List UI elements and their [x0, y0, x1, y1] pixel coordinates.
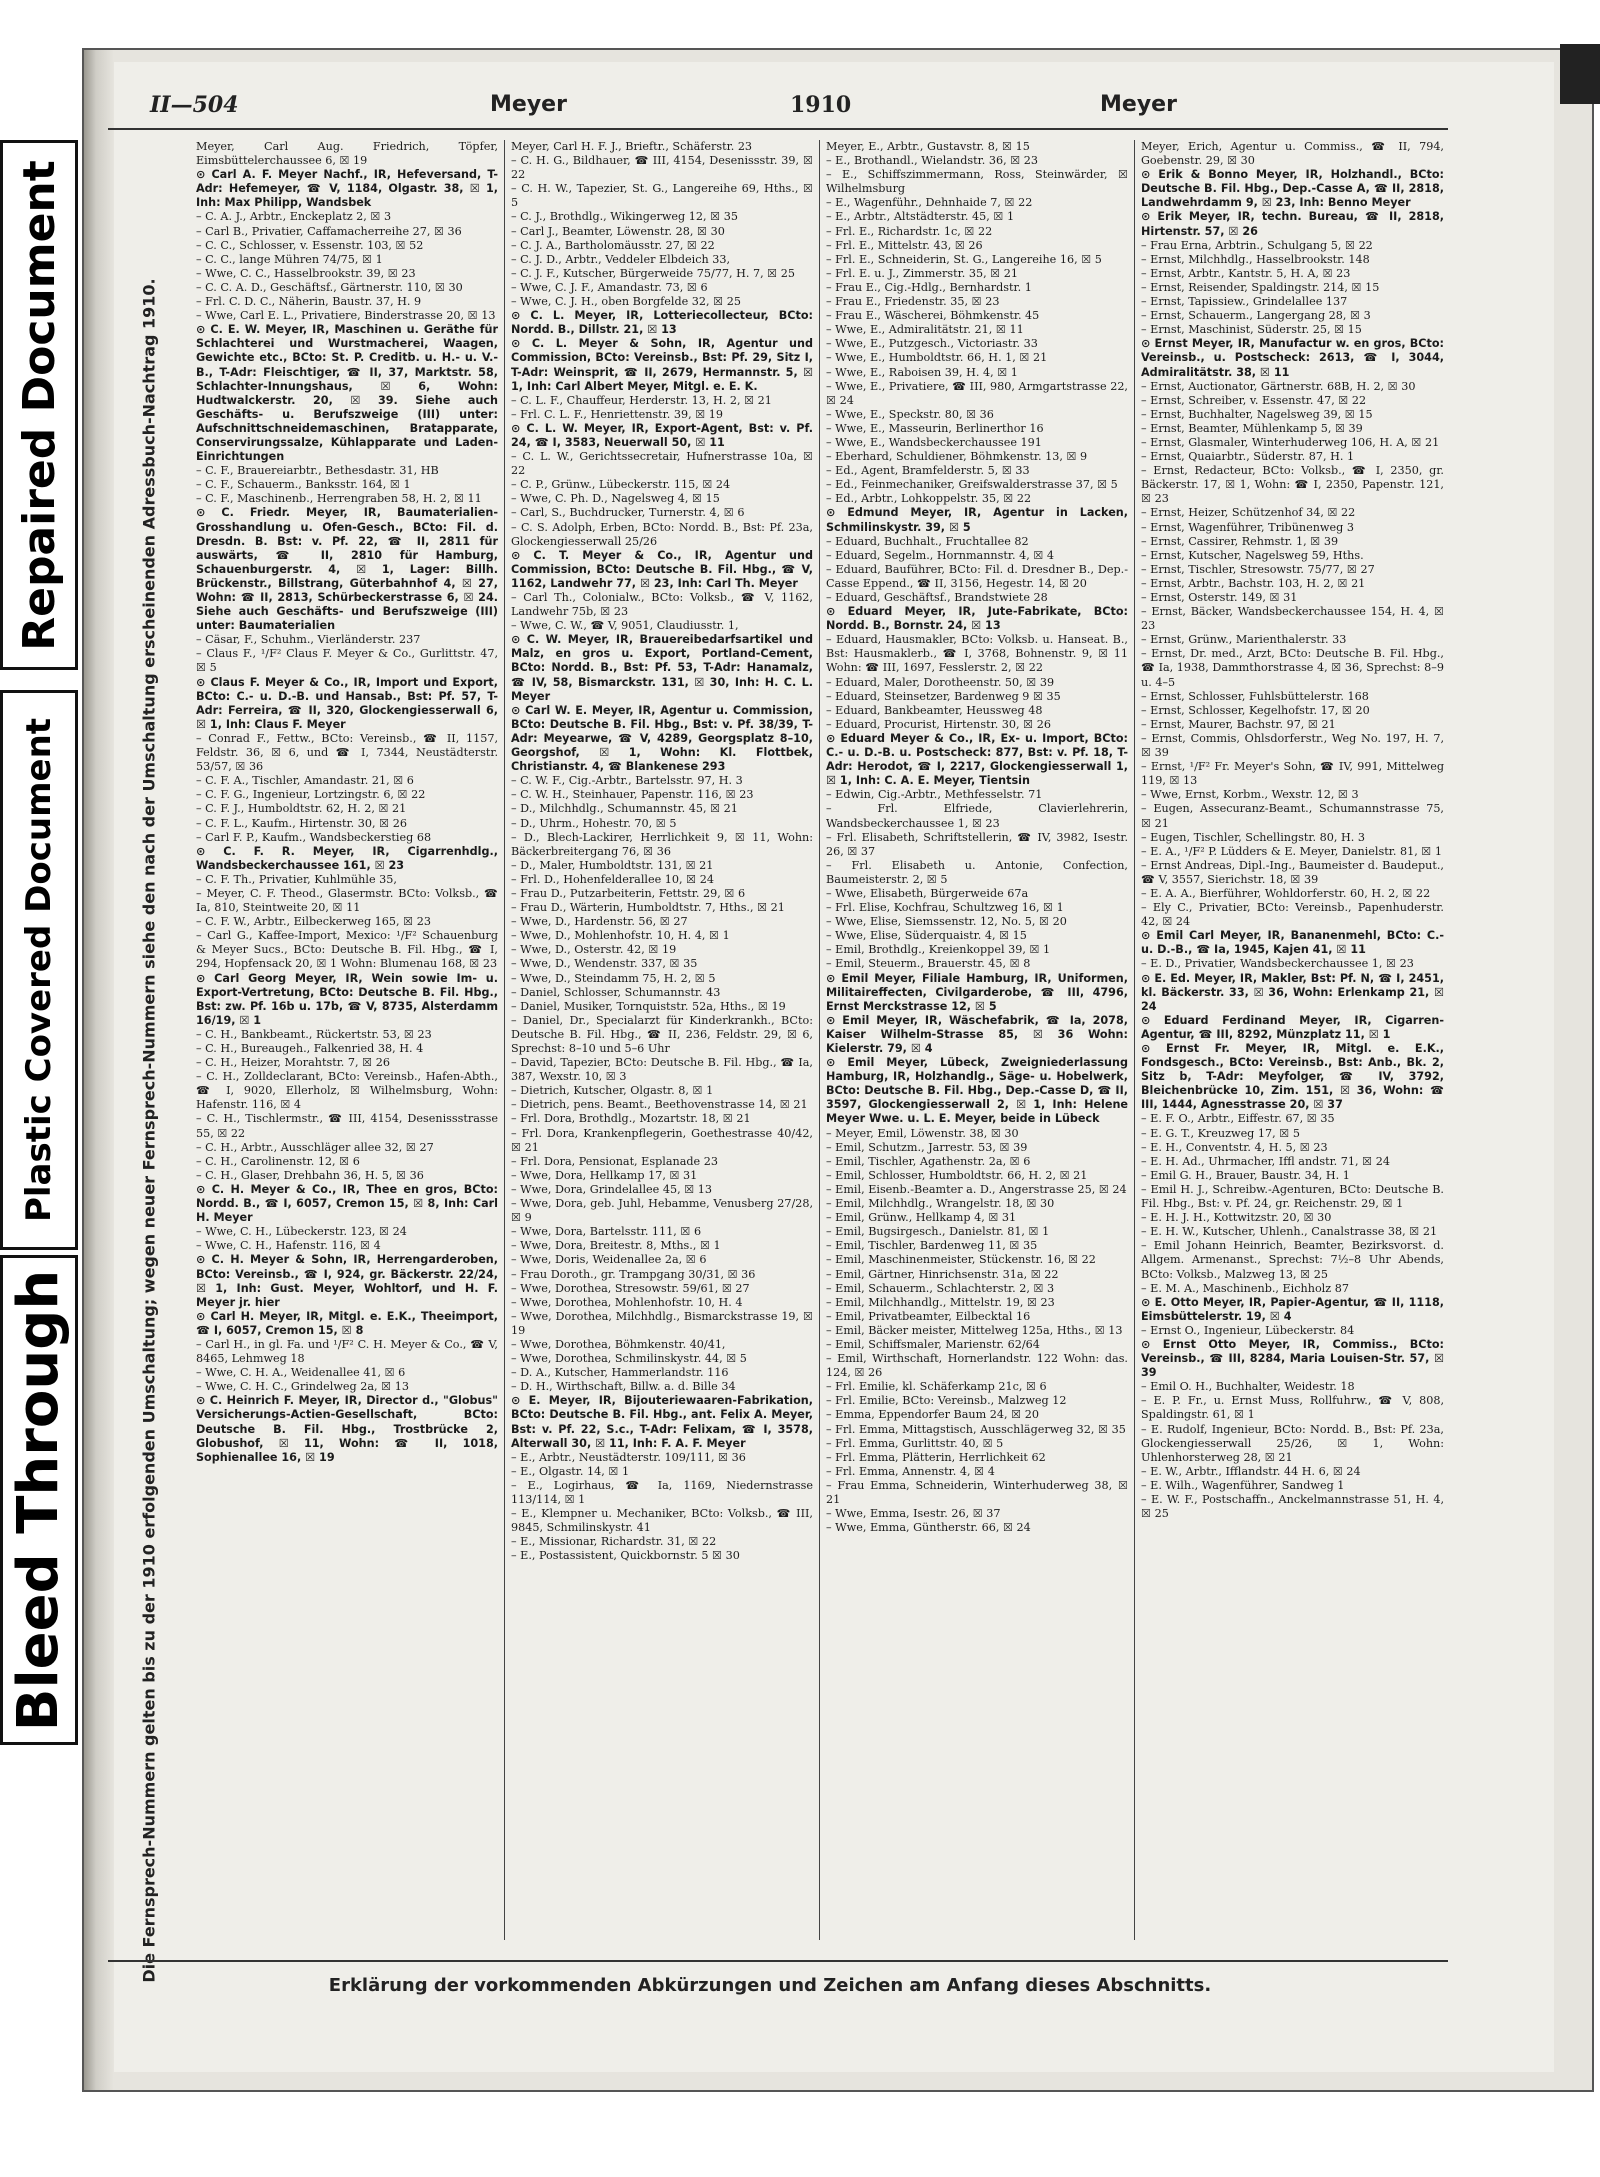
directory-entry: – Wwe, D., Wendenstr. 337, ☒ 35: [511, 957, 698, 971]
directory-entry: – Emil H. J., Schreibw.-Agenturen, BCto: Deutsche B. Fil. Hbg., Bst: v. Pf. 24, gr. Reichenstr. 29, ☒ 1: [1141, 1182, 1444, 1211]
directory-entry: – E. H., Conventstr. 4, H. 5, ☒ 23: [1141, 1140, 1328, 1154]
column-4: [1135, 140, 1450, 1940]
directory-entry: – Wwe, Dorothea, Schmilinskystr. 44, ☒ 5: [511, 1352, 747, 1366]
directory-entry: – Frl. C. L. F., Henriettenstr. 39, ☒ 19: [511, 407, 724, 421]
directory-entry: – C. F. W., Arbtr., Eilbeckerweg 165, ☒ 23: [196, 915, 431, 929]
footer-rule: [108, 1960, 1448, 1962]
directory-entry: – E., Arbtr., Neustädterstr. 109/111, ☒ 36: [511, 1450, 746, 1464]
directory-entry: ⊙ E. Otto Meyer, IR, Papier-Agentur, ☎ II, 1118, Eimsbüttelerstr. 19, ☒ 4: [1141, 1295, 1444, 1323]
directory-entry: – E., Wagenführ., Dehnhaide 7, ☒ 22: [826, 196, 1033, 210]
directory-entry: ⊙ Eduard Ferdinand Meyer, IR, Cigarren-Agentur, ☎ III, 8292, Münzplatz 11, ☒ 1: [1141, 1013, 1444, 1041]
directory-entry: – Frl. Emma, Gurlittstr. 40, ☒ 5: [826, 1436, 1004, 1450]
directory-entry: – E., Brothandl., Wielandstr. 36, ☒ 23: [826, 154, 1039, 168]
directory-entry: – E., Postassistent, Quickbornstr. 5 ☒ 30: [511, 1549, 740, 1563]
directory-entry: – Wwe, C. H. A., Weidenallee 41, ☒ 6: [196, 1366, 406, 1380]
directory-entry: – D., Milchhdlg., Schumannstr. 45, ☒ 21: [511, 802, 738, 816]
bleed-through-text: Bleed Through: [6, 1269, 72, 1731]
directory-entry: – Frl. Elisabeth u. Antonie, Confection, Baumeisterstr. 2, ☒ 5: [826, 858, 1128, 886]
directory-entry: – Wwe, Emma, Isestr. 26, ☒ 37: [826, 1507, 1001, 1521]
directory-entry: – Ernst, Schreiber, v. Essenstr. 47, ☒ 22: [1141, 393, 1367, 407]
directory-entry: – E. F. O., Arbtr., Eiffestr. 67, ☒ 35: [1141, 1112, 1335, 1126]
directory-entry: – Eduard, Bankbeamter, Heussweg 48: [826, 703, 1043, 717]
directory-columns: [190, 140, 1450, 1940]
directory-entry: – Wwe, E., Wandsbeckerchaussee 191: [826, 435, 1042, 449]
directory-entry: – C. H., Heizer, Morahtstr. 7, ☒ 26: [196, 1056, 390, 1070]
directory-entry: – Wwe, Dora, geb. Juhl, Hebamme, Venusberg 27/28, ☒ 9: [511, 1197, 813, 1225]
directory-entry: – Ernst, Buchhalter, Nagelsweg 39, ☒ 15: [1141, 407, 1373, 421]
directory-entry: ⊙ C. L. Meyer, IR, Lotteriecollecteur, BCto: Nordd. B., Dillstr. 21, ☒ 13: [511, 309, 813, 337]
directory-entry: – Emil G. H., Brauer, Baustr. 34, H. 1: [1141, 1168, 1350, 1182]
directory-entry: – E. A., ¹/F² P. Lüdders & E. Meyer, Danielstr. 81, ☒ 1: [1141, 844, 1443, 858]
directory-entry: – Wwe, Ernst, Korbm., Wexstr. 12, ☒ 3: [1141, 788, 1359, 802]
directory-entry: – Ernst, Redacteur, BCto: Volksb., ☎ I, 2350, gr. Bäckerstr. 17, ☒ 1, Wohn: ☎ I, 2350, Papenstr. 121, ☒ 23: [1141, 464, 1444, 506]
directory-entry: – E. Rudolf, Ingenieur, BCto: Nordd. B., Bst: Pf. 23a, Glockengiesserwall 25/26, ☒ 1, Wohn: Uhlenhorsterweg 28, ☒ 21: [1141, 1422, 1444, 1464]
directory-entry: – E. W. F., Postschaffn., Anckelmannstrasse 51, H. 4, ☒ 25: [1141, 1493, 1444, 1521]
directory-entry: – Ernst, Dr. med., Arzt, BCto: Deutsche B. Fil. Hbg., ☎ Ia, 1938, Dammthorstrasse 4, ☒ 36, Sprechst: 8–9 u. 4–5: [1141, 647, 1444, 689]
directory-entry: ⊙ Erik Meyer, IR, techn. Bureau, ☎ II, 2818, Hirtenstr. 57, ☒ 26: [1141, 210, 1444, 238]
page-number: II—504: [150, 92, 239, 118]
directory-entry: – Wwe, Dora, Breitestr. 8, Mths., ☒ 1: [511, 1239, 721, 1253]
directory-entry: ⊙ Carl W. E. Meyer, IR, Agentur u. Commission, BCto: Deutsche B. Fil. Hbg., Bst: v. Pf. 38/39, T-Adr: Meyearwe, ☎ V, 4289, Georgsplatz 8–10, Georgshof, ☒ 1, Wohn: Kl. Flottbek, Christianstr. 4, ☎ Blankenese 293: [511, 703, 813, 774]
directory-entry: – Frau D., Wärterin, Humboldtstr. 7, Hths., ☒ 21: [511, 901, 785, 915]
directory-entry: – Cäsar, F., Schuhm., Vierländerstr. 237: [196, 633, 421, 647]
directory-entry: – Ernst, Cassirer, Rehmstr. 1, ☒ 39: [1141, 534, 1339, 548]
directory-entry: – Ernst O., Ingenieur, Lübeckerstr. 84: [1141, 1323, 1355, 1337]
directory-entry: – Wwe, E., Admiralitätstr. 21, ☒ 11: [826, 323, 1024, 337]
directory-entry: – Frl. E. u. J., Zimmerstr. 35, ☒ 21: [826, 266, 1019, 280]
directory-entry: – Frl. Dora, Krankenpflegerin, Goethestrasse 40/42, ☒ 21: [511, 1126, 813, 1154]
directory-entry: – Frl. Emilie, BCto: Vereinsb., Malzweg 12: [826, 1394, 1067, 1408]
directory-entry: – Wwe, Dorothea, Böhmkenstr. 40/41,: [511, 1337, 726, 1351]
directory-entry: ⊙ C. W. Meyer, IR, Brauereibedarfsartikel und Malz, en gros u. Export, Portland-Cement, BCto: Nordd. B., Bst: Pf. 53, T-Adr: Hanamalz, ☎ IV, 58, Bismarckstr. 131, ☒ 30, Inh: H. C. L. Meyer: [511, 633, 813, 703]
directory-entry: – C. H., Glaser, Drehbahn 36, H. 5, ☒ 36: [196, 1168, 424, 1182]
directory-entry: – Frl. Dora, Pensionat, Esplanade 23: [511, 1154, 718, 1168]
directory-entry: – C. F., Brauereiarbtr., Bethesdastr. 31, HB: [196, 464, 439, 478]
directory-entry: – Ernst, Tischler, Stresowstr. 75/77, ☒ 27: [1141, 562, 1375, 576]
directory-entry: – Ernst Andreas, Dipl.-Ing., Baumeister d. Baudeput., ☎ V, 3557, Sierichstr. 18, ☒ 39: [1141, 858, 1444, 886]
directory-entry: – Wwe, D., Mohlenhofstr. 10, H. 4, ☒ 1: [511, 929, 730, 943]
directory-entry: – C. H. W., Tapezier, St. G., Langereihe 69, Hths., ☒ 5: [511, 182, 813, 210]
corner-strip: [1560, 44, 1600, 104]
vertical-margin-note: [136, 277, 162, 1983]
directory-entry: – C. W. H., Steinhauer, Papenstr. 116, ☒ 23: [511, 788, 754, 802]
directory-entry: – David, Tapezier, BCto: Deutsche B. Fil. Hbg., ☎ Ia, 387, Wexstr. 10, ☒ 3: [511, 1056, 813, 1084]
repaired-document-text: Repaired Document: [13, 159, 65, 651]
directory-entry: – C. L. W., Gerichtssecretair, Hufnerstrasse 10a, ☒ 22: [511, 450, 813, 478]
directory-entry: – E., Klempner u. Mechaniker, BCto: Volksb., ☎ III, 9845, Schmilinskystr. 41: [511, 1507, 813, 1535]
directory-entry: – Wwe, C. J. H., oben Borgfelde 32, ☒ 25: [511, 295, 741, 309]
directory-entry: – Carl, S., Buchdrucker, Turnerstr. 4, ☒ 6: [511, 506, 745, 520]
directory-entry: – E. Wilh., Wagenführer, Sandweg 1: [1141, 1478, 1345, 1492]
directory-entry: – Wwe, Dorothea, Mohlenhofstr. 10, H. 4: [511, 1295, 743, 1309]
directory-entry: – C. F. A., Tischler, Amandastr. 21, ☒ 6: [196, 774, 414, 788]
footer-note: Erklärung der vorkommenden Abkürzungen und Zeichen am Anfang dieses Abschnitts.: [328, 1975, 1212, 1996]
directory-entry: – Frl. C. D. C., Näherin, Baustr. 37, H. 9: [196, 295, 422, 309]
directory-entry: – C. H., Carolinenstr. 12, ☒ 6: [196, 1154, 360, 1168]
directory-entry: ⊙ Ernst Fr. Meyer, IR, Mitgl. e. E.K., Fondsgesch., BCto: Vereinsb., Bst: Anb., Bk. 2, Sitz b, T-Adr: Meyfolger, ☎ IV, 3792, Bleichenbrücke 10, Zim. 151, ☒ 36, Wohn: ☎ III, 1444, Agnesstrasse 20, ☒ 37: [1141, 1042, 1444, 1112]
directory-entry: – Ernst, Reisender, Spaldingstr. 214, ☒ 15: [1141, 280, 1380, 294]
directory-entry: – C. F. L., Kaufm., Hirtenstr. 30, ☒ 26: [196, 816, 407, 830]
directory-entry: – Emil, Schutzm., Jarrestr. 53, ☒ 39: [826, 1140, 1028, 1154]
directory-entry: – C. F. G., Ingenieur, Lortzingstr. 6, ☒ 22: [196, 788, 426, 802]
directory-entry: – C. C. A. D., Geschäftsf., Gärtnerstr. 110, ☒ 30: [196, 280, 463, 294]
directory-entry: – E. M. A., Maschinenb., Eichholz 87: [1141, 1281, 1349, 1295]
directory-entry: – Wwe, Dora, Hellkamp 17, ☒ 31: [511, 1168, 698, 1182]
directory-entry: – Ernst, Schauerm., Langergang 28, ☒ 3: [1141, 309, 1371, 323]
directory-entry: – Frl. Elisabeth, Schriftstellerin, ☎ IV, 3982, Isestr. 26, ☒ 37: [826, 830, 1128, 858]
directory-entry: – C. F. Th., Privatier, Kuhlmühle 35,: [196, 872, 397, 886]
directory-entry: – Emil, Schlosser, Humboldtstr. 66, H. 2, ☒ 21: [826, 1168, 1088, 1182]
header-name-right: Meyer: [1100, 92, 1177, 117]
directory-entry: – C. H. G., Bildhauer, ☎ III, 4154, Desenissstr. 39, ☒ 22: [511, 154, 813, 182]
directory-entry: – Emil, Schiffsmaler, Marienstr. 62/64: [826, 1337, 1040, 1351]
directory-entry: – Frl. Elise, Kochfrau, Schultzweg 16, ☒ 1: [826, 901, 1064, 915]
directory-entry: – C. L. F., Chauffeur, Herderstr. 13, H. 2, ☒ 21: [511, 393, 772, 407]
directory-entry: – Wwe, Emma, Güntherstr. 66, ☒ 24: [826, 1521, 1031, 1535]
directory-entry: – Wwe, Carl E. L., Privatiere, Binderstrasse 20, ☒ 13: [196, 309, 496, 323]
directory-entry: – C. J. F., Kutscher, Bürgerweide 75/77, H. 7, ☒ 25: [511, 266, 796, 280]
plastic-covered-document-text: Plastic Covered Document: [19, 717, 60, 1223]
directory-entry: – Emma, Eppendorfer Baum 24, ☒ 20: [826, 1408, 1039, 1422]
directory-entry: – Ely C., Privatier, BCto: Vereinsb., Papenhuderstr. 42, ☒ 24: [1141, 901, 1444, 929]
directory-entry: – Emil, Tischler, Bardenweg 11, ☒ 35: [826, 1239, 1038, 1253]
directory-entry: – C. A. J., Arbtr., Enckeplatz 2, ☒ 3: [196, 210, 392, 224]
directory-entry: – Wwe, D., Osterstr. 42, ☒ 19: [511, 943, 677, 957]
directory-entry: – Wwe, C. W., ☎ V, 9051, Claudiusstr. 1,: [511, 619, 739, 633]
directory-entry: – Eduard, Hausmakler, BCto: Volksb. u. Hanseat. B., Bst: Hausmaklerb., ☎ I, 3768, Bohnenstr. 9, ☒ 11 Wohn: ☎ III, 1697, Fesslerstr. 2, ☒ 22: [826, 633, 1128, 675]
directory-entry: – Emil, Grünw., Hellkamp 4, ☒ 31: [826, 1211, 1017, 1225]
directory-entry: – E., Missionar, Richardstr. 31, ☒ 22: [511, 1535, 717, 1549]
directory-entry: – C. H., Bureaugeh., Falkenried 38, H. 4: [196, 1042, 424, 1055]
directory-entry: – C. J., Brothdlg., Wikingerweg 12, ☒ 35: [511, 210, 738, 224]
directory-entry: Meyer, Carl Aug. Friedrich, Töpfer, Eimsbüttelerchaussee 6, ☒ 19: [196, 140, 498, 168]
directory-entry: – Carl Th., Colonialw., BCto: Volksb., ☎ V, 1162, Landwehr 75b, ☒ 23: [511, 591, 813, 619]
directory-entry: – Ernst, Arbtr., Bachstr. 103, H. 2, ☒ 21: [1141, 576, 1366, 590]
directory-entry: – E., Schiffszimmermann, Ross, Steinwärder, ☒ Wilhelmsburg: [826, 168, 1128, 196]
column-3: [820, 140, 1135, 1940]
directory-entry: – Ernst, Osterstr. 149, ☒ 31: [1141, 591, 1298, 604]
directory-entry: ⊙ C. L. W. Meyer, IR, Export-Agent, Bst: v. Pf. 24, ☎ I, 3583, Neuerwall 50, ☒ 11: [511, 421, 813, 449]
directory-entry: Meyer, E., Arbtr., Gustavstr. 8, ☒ 15: [826, 140, 1030, 153]
bleed-through-label: [0, 1255, 78, 1745]
directory-entry: – Conrad F., Fettw., BCto: Vereinsb., ☎ II, 1157, Feldstr. 36, ☒ 6, und ☎ I, 7344, Neustädterstr. 53/57, ☒ 36: [196, 731, 498, 774]
header-year: 1910: [790, 92, 852, 118]
directory-entry: – Ernst, Maurer, Bachstr. 97, ☒ 21: [1141, 717, 1336, 731]
directory-entry: – E. H. W., Kutscher, Uhlenh., Canalstrasse 38, ☒ 21: [1141, 1225, 1438, 1239]
directory-entry: – D., Blech-Lackirer, Herrlichkeit 9, ☒ 11, Wohn: Bäckerbreitergang 76, ☒ 36: [511, 830, 813, 858]
directory-entry: – Eduard, Buchhalt., Fruchtallee 82: [826, 534, 1029, 548]
directory-entry: – Emil, Gärtner, Hinrichsenstr. 31a, ☒ 22: [826, 1267, 1059, 1281]
directory-entry: – Wwe, C. J. F., Amandastr. 73, ☒ 6: [511, 280, 708, 294]
directory-entry: – Claus F., ¹/F² Claus F. Meyer & Co., Gurlittstr. 47, ☒ 5: [196, 647, 498, 675]
directory-entry: – Wwe, C. H., Hafenstr. 116, ☒ 4: [196, 1239, 381, 1253]
directory-entry: – Ernst, Tapissiew., Grindelallee 137: [1141, 295, 1348, 309]
directory-entry: – D. H., Wirthschaft, Billw. a. d. Bille 34: [511, 1380, 736, 1394]
directory-entry: – D., Maler, Humboldtstr. 131, ☒ 21: [511, 858, 714, 872]
directory-entry: – Wwe, Elise, Siemssenstr. 12, No. 5, ☒ 20: [826, 915, 1067, 929]
directory-entry: – Frl. E., Mittelstr. 43, ☒ 26: [826, 238, 983, 252]
directory-entry: – Eugen, Assecuranz-Beamt., Schumannstrasse 75, ☒ 21: [1141, 802, 1444, 830]
directory-entry: – E. D., Privatier, Wandsbeckerchaussee 1, ☒ 23: [1141, 957, 1414, 971]
directory-entry: – Frl. Emma, Mittagstisch, Ausschlägerweg 32, ☒ 35: [826, 1422, 1126, 1436]
directory-entry: – Ernst, Kutscher, Nagelsweg 59, Hths.: [1141, 548, 1364, 562]
directory-entry: – C. F. J., Humboldtstr. 62, H. 2, ☒ 21: [196, 802, 407, 816]
directory-entry: ⊙ C. H. Meyer & Sohn, IR, Herrengarderoben, BCto: Vereinsb., ☎ I, 924, gr. Bäckerstr. 22/24, ☒ 1, Inh: Gust. Meyer, Wohltorf, und H. F. Meyer jr. hier: [196, 1253, 498, 1309]
directory-entry: – Ernst, Schlosser, Kegelhofstr. 17, ☒ 20: [1141, 703, 1370, 717]
directory-entry: – Carl H., in gl. Fa. und ¹/F² C. H. Meyer & Co., ☎ V, 8465, Lehmweg 18: [196, 1337, 498, 1366]
directory-entry: – Frau E., Friedenstr. 35, ☒ 23: [826, 295, 1000, 309]
directory-entry: – Frau Emma, Schneiderin, Winterhuderweg 38, ☒ 21: [826, 1478, 1128, 1506]
directory-entry: – Emil O. H., Buchhalter, Weidestr. 18: [1141, 1380, 1355, 1394]
directory-entry: ⊙ Ernst Otto Meyer, IR, Commiss., BCto: Vereinsb., ☎ III, 8284, Maria Louisen-Str. 57, ☒ 39: [1141, 1337, 1444, 1380]
directory-entry: – Ernst, Quaiarbtr., Süderstr. 87, H. 1: [1141, 450, 1355, 464]
directory-entry: – Wwe, D., Steindamm 75, H. 2, ☒ 5: [511, 971, 716, 985]
directory-entry: – Wwe, D., Hardenstr. 56, ☒ 27: [511, 915, 688, 929]
directory-entry: – Wwe, E., Putzgesch., Victoriastr. 33: [826, 337, 1038, 351]
directory-entry: – Emil, Bugsirgesch., Danielstr. 81, ☒ 1: [826, 1225, 1050, 1239]
directory-entry: – Ernst, Commis, Ohlsdorferstr., Weg No. 197, H. 7, ☒ 39: [1141, 731, 1444, 760]
directory-entry: – Frl. Dora, Brothdlg., Mozartstr. 18, ☒ 21: [511, 1112, 751, 1126]
directory-entry: – Eduard, Bauführer, BCto: Fil. d. Dresdner B., Dep.-Casse Eppend., ☎ II, 3156, Hegestr. 14, ☒ 20: [826, 562, 1128, 590]
directory-entry: ⊙ C. Friedr. Meyer, IR, Baumaterialien-Grosshandlung u. Ofen-Gesch., BCto: Fil. d. Dresdn. B. Bst: v. Pf. 22, ☎ II, 2811 für auswärts, ☎ II, 2810 für Hamburg, Schauenburgerstr. 4, ☒ 1, Lager: Billh. Brückenstr., Billstrang, Güterbahnhof 4, ☒ 27, Wohn: ☎ II, 2813, Schürbeckerstrasse 6, ☒ 24. Siehe auch Geschäfts- und Berufszweige (III) unter: Baumaterialien: [196, 506, 498, 633]
directory-entry: – Wwe, Dorothea, Stresowstr. 59/61, ☒ 27: [511, 1281, 750, 1295]
directory-entry: – Ernst, Arbtr., Kantstr. 5, H. A, ☒ 23: [1141, 266, 1351, 280]
directory-entry: – Frl. Emma, Plätterin, Herrlichkeit 62: [826, 1450, 1046, 1464]
directory-entry: – E. P. Fr., u. Ernst Muss, Rollfuhrw., ☎ V, 808, Spaldingstr. 61, ☒ 1: [1141, 1394, 1444, 1422]
directory-entry: – Emil, Schauerm., Schlachterstr. 2, ☒ 3: [826, 1281, 1055, 1295]
directory-entry: ⊙ C. E. W. Meyer, IR, Maschinen u. Geräthe für Schlachterei und Wurstmacherei, Waagen, Gewichte etc., BCto: St. P. Creditb. u. H.- u. V.-B., T-Adr: Fleischtiger, ☎ II, 37, Marktstr. 58, Schlachter-Innungshaus, ☒ 6, Wohn: Hudtwalckerstr. 20, ☒ 39. Siehe auch Geschäfts- u. Berufszweige (III) unter: Aufschnittschneidemaschinen, Bratapparate, Conservirungssalze, Kühlapparate und Laden-Einrichtungen: [196, 323, 498, 464]
header-name-left: Meyer: [490, 92, 567, 117]
directory-entry: ⊙ Claus F. Meyer & Co., IR, Import und Export, BCto: C.- u. D.-B. und Hansab., Bst: Pf. 57, T-Adr: Ferreira, ☎ II, 320, Glockengiesserwall 6, ☒ 1, Inh: Claus F. Meyer: [196, 675, 498, 731]
directory-entry: ⊙ C. Heinrich F. Meyer, IR, Director d., "Globus" Versicherungs-Actien-Gesellschaft, BCto: Deutsche B. Fil. Hbg., Trostbrücke 2, Globushof, ☒ 11, Wohn: ☎ II, 1018, Sophienallee 16, ☒ 19: [196, 1394, 498, 1464]
directory-entry: – Eduard, Geschäftsf., Brandstwiete 28: [826, 591, 1048, 604]
directory-entry: – Wwe, Doris, Weidenallee 2a, ☒ 6: [511, 1253, 707, 1267]
directory-entry: – Emil, Milchhdlg., Wrangelstr. 18, ☒ 30: [826, 1197, 1055, 1211]
directory-entry: – Ernst, Glasmaler, Winterhuderweg 106, H. A, ☒ 21: [1141, 435, 1440, 449]
directory-entry: – E. G. T., Kreuzweg 17, ☒ 5: [1141, 1126, 1300, 1140]
directory-entry: ⊙ Ernst Meyer, IR, Manufactur w. en gros, BCto: Vereinsb., u. Postscheck: 2613, ☎ I, 3044, Admiralitätstr. 38, ☒ 11: [1141, 337, 1444, 379]
directory-entry: ⊙ Emil Meyer, IR, Wäschefabrik, ☎ Ia, 2078, Kaiser Wilhelm-Strasse 85, ☒ 36 Wohn: Kielerstr. 79, ☒ 4: [826, 1013, 1128, 1055]
directory-entry: – Wwe, C. C., Hasselbrookstr. 39, ☒ 23: [196, 266, 416, 280]
directory-entry: – Ed., Agent, Bramfelderstr. 5, ☒ 33: [826, 464, 1030, 478]
directory-entry: – Wwe, C. H. C., Grindelweg 2a, ☒ 13: [196, 1380, 409, 1394]
directory-entry: – C. C., Schlosser, v. Essenstr. 103, ☒ 52: [196, 238, 424, 252]
directory-entry: ⊙ C. L. Meyer & Sohn, IR, Agentur und Commission, BCto: Vereinsb., Bst: Pf. 29, Sitz I, T-Adr: Weinsprit, ☎ II, 2679, Hermannstr. 5, ☒ 1, Inh: Carl Albert Meyer, Mitgl. e. E. K.: [511, 337, 813, 393]
directory-entry: – Frau E., Wäscherei, Böhmkenstr. 45: [826, 309, 1040, 323]
directory-entry: – E., Olgastr. 14, ☒ 1: [511, 1464, 630, 1478]
directory-entry: – Emil, Tischler, Agathenstr. 2a, ☒ 6: [826, 1154, 1031, 1168]
directory-entry: – Frl. Emilie, kl. Schäferkamp 21c, ☒ 6: [826, 1380, 1047, 1394]
directory-entry: ⊙ C. T. Meyer & Co., IR, Agentur und Commission, BCto: Deutsche B. Fil. Hbg., ☎ V, 1162, Landwehr 77, ☒ 23, Inh: Carl Th. Meyer: [511, 548, 813, 590]
directory-entry: – Daniel, Dr., Specialarzt für Kinderkrankh., BCto: Deutsche B. Fil. Hbg., ☎ II, 236, Feldstr. 29, ☒ 6, Sprechst: 8–10 und 5–6 Uhr: [511, 1013, 813, 1055]
directory-entry: – Wwe, Elisabeth, Bürgerweide 67a: [826, 886, 1029, 900]
directory-entry: ⊙ Eduard Meyer, IR, Jute-Fabrikate, BCto: Nordd. B., Bornstr. 24, ☒ 13: [826, 605, 1128, 633]
directory-entry: ⊙ Eduard Meyer & Co., IR, Ex- u. Import, BCto: C.- u. D.-B. u. Postscheck: 877, Bst: v. Pf. 18, T-Adr: Herodot, ☎ I, 2217, Glockengiesserwall 1, ☒ 1, Inh: C. A. E. Meyer, Tientsin: [826, 731, 1128, 788]
directory-entry: – Ernst, Heizer, Schützenhof 34, ☒ 22: [1141, 506, 1356, 520]
directory-entry: – C. P., Grünw., Lübeckerstr. 115, ☒ 24: [511, 478, 731, 492]
directory-entry: ⊙ C. F. R. Meyer, IR, Cigarrenhdlg., Wandsbeckerchaussee 161, ☒ 23: [196, 844, 498, 872]
directory-entry: – C. F., Maschinenb., Herrengraben 58, H. 2, ☒ 11: [196, 492, 482, 506]
header-rule: [108, 128, 1448, 130]
directory-entry: – Frl. E., Richardstr. 1c, ☒ 22: [826, 224, 993, 238]
directory-entry: – Frl. D., Hohenfelderallee 10, ☒ 24: [511, 872, 714, 886]
directory-entry: – Carl J., Beamter, Löwenstr. 28, ☒ 30: [511, 224, 725, 238]
directory-entry: Meyer, Carl H. F. J., Brieftr., Schäferstr. 23: [511, 140, 753, 153]
directory-entry: – Wwe, E., Speckstr. 80, ☒ 36: [826, 407, 994, 421]
directory-entry: ⊙ Carl A. F. Meyer Nachf., IR, Hefeversand, T-Adr: Hefemeyer, ☎ V, 1184, Olgastr. 38, ☒ 1, Inh: Max Philipp, Wandsbek: [196, 168, 498, 210]
directory-entry: – Ed., Feinmechaniker, Greifswalderstrasse 37, ☒ 5: [826, 478, 1118, 492]
directory-entry: – Wwe, E., Privatiere, ☎ III, 980, Armgartstrasse 22, ☒ 24: [826, 379, 1128, 407]
directory-entry: – C. J. D., Arbtr., Veddeler Elbdeich 33,: [511, 252, 731, 266]
directory-entry: ⊙ E. Ed. Meyer, IR, Makler, Bst: Pf. N, ☎ I, 2451, kl. Bäckerstr. 33, ☒ 36, Wohn: Erlenkamp 21, ☒ 24: [1141, 971, 1444, 1013]
directory-entry: – D., Uhrm., Hohestr. 70, ☒ 5: [511, 816, 677, 830]
directory-entry: – Emil, Steuerm., Brauerstr. 45, ☒ 8: [826, 957, 1031, 971]
directory-entry: – Wwe, Dora, Bartelsstr. 111, ☒ 6: [511, 1225, 702, 1239]
directory-entry: – Carl G., Kaffee-Import, Mexico: ¹/F² Schauenburg & Meyer Sucs., BCto: Deutsche B. Fil. Hbg., ☎ I, 294, Hopfensack 20, ☒ 1 Wohn: Blumenau 168, ☒ 23: [196, 929, 498, 971]
directory-entry: – Ernst, ¹/F² Fr. Meyer's Sohn, ☎ IV, 991, Mittelweg 119, ☒ 13: [1141, 760, 1444, 788]
directory-entry: – C. W. F., Cig.-Arbtr., Bartelsstr. 97, H. 3: [511, 774, 743, 788]
directory-entry: – Wwe, C. H., Lübeckerstr. 123, ☒ 24: [196, 1225, 407, 1239]
vertical-note-text: Die Fernsprech-Nummern gelten bis zu der 1910 erfolgenden Umschaltung; wegen neuer Fernsprech-Nummern siehe den nach der Umschaltung erscheinenden Adressbuch-Nachtrag 1910.: [139, 277, 159, 1983]
directory-entry: – E. A. A., Bierführer, Wohldorferstr. 60, H. 2, ☒ 22: [1141, 886, 1431, 900]
directory-entry: – Carl F. P., Kaufm., Wandsbeckerstieg 68: [196, 830, 432, 844]
directory-entry: – Frau D., Putzarbeiterin, Fettstr. 29, ☒ 6: [511, 886, 746, 900]
directory-entry: – Wwe, Dorothea, Milchhdlg., Bismarckstrasse 19, ☒ 19: [511, 1309, 813, 1337]
directory-entry: – Wwe, C. Ph. D., Nagelsweg 4, ☒ 15: [511, 492, 720, 506]
directory-entry: – Ernst, Grünw., Marienthalerstr. 33: [1141, 633, 1347, 647]
directory-entry: – C. C., lange Mühren 74/75, ☒ 1: [196, 252, 383, 266]
repaired-document-label: [0, 140, 78, 670]
directory-entry: – Emil, Maschinenmeister, Stückenstr. 16, ☒ 22: [826, 1253, 1096, 1267]
directory-entry: – Carl B., Privatier, Caffamacherreihe 27, ☒ 36: [196, 224, 462, 238]
directory-entry: – Eduard, Procurist, Hirtenstr. 30, ☒ 26: [826, 717, 1051, 731]
directory-entry: – Eduard, Maler, Dorotheenstr. 50, ☒ 39: [826, 675, 1055, 689]
directory-entry: – Frl. Emma, Annenstr. 4, ☒ 4: [826, 1464, 995, 1478]
directory-entry: – D. A., Kutscher, Hammerlandstr. 116: [511, 1366, 729, 1380]
directory-entry: – Daniel, Musiker, Tornquiststr. 52a, Hths., ☒ 19: [511, 999, 786, 1013]
directory-entry: ⊙ Erik & Bonno Meyer, IR, Holzhandl., BCto: Deutsche B. Fil. Hbg., Dep.-Casse A, ☎ II, 2818, Landwehrdamm 9, ☒ 23, Inh: Benno Meyer: [1141, 168, 1444, 210]
directory-entry: – Eberhard, Schuldiener, Böhmkenstr. 13, ☒ 9: [826, 450, 1088, 464]
directory-entry: – E. H. Ad., Uhrmacher, Iffl andstr. 71, ☒ 24: [1141, 1154, 1390, 1168]
directory-entry: – C. S. Adolph, Erben, BCto: Nordd. B., Bst: Pf. 23a, Glockengiesserwall 25/26: [511, 520, 813, 548]
directory-entry: ⊙ Carl H. Meyer, IR, Mitgl. e. E.K., Theeimport, ☎ I, 6057, Cremon 15, ☒ 8: [196, 1309, 498, 1337]
directory-entry: – Emil, Brothdlg., Kreienkoppel 39, ☒ 1: [826, 943, 1051, 957]
directory-entry: – Emil, Milchhandlg., Mittelstr. 19, ☒ 23: [826, 1295, 1055, 1309]
directory-entry: – Eduard, Segelm., Hornmannstr. 4, ☒ 4: [826, 548, 1055, 562]
directory-entry: – C. J. A., Bartholomäusstr. 27, ☒ 22: [511, 238, 715, 252]
directory-entry: – Frau E., Cig.-Hdlg., Bernhardstr. 1: [826, 280, 1032, 294]
directory-entry: – C. H., Tischlermstr., ☎ III, 4154, Desenissstrasse 55, ☒ 22: [196, 1112, 498, 1140]
directory-entry: – Ernst, Auctionator, Gärtnerstr. 68B, H. 2, ☒ 30: [1141, 379, 1416, 393]
page-binding: [84, 50, 114, 2090]
directory-entry: ⊙ Emil Meyer, Lübeck, Zweigniederlassung Hamburg, IR, Holzhandlg., Säge- u. Hobelwerk, BCto: Deutsche B. Fil. Hbg., Dep.-Casse D, ☎ II, 3597, Glockengiesserwall 2, ☒ 1, Inh: Helene Meyer Wwe. u. L. E. Meyer, beide in Lübeck: [826, 1056, 1128, 1126]
directory-entry: – Emil, Bäcker meister, Mittelweg 125a, Hths., ☒ 13: [826, 1323, 1123, 1337]
directory-entry: – Emil, Privatbeamter, Eilbecktal 16: [826, 1309, 1031, 1323]
directory-entry: – Daniel, Schlosser, Schumannstr. 43: [511, 985, 721, 999]
directory-entry: – Emil, Eisenb.-Beamter a. D., Angerstrasse 25, ☒ 24: [826, 1182, 1127, 1196]
directory-entry: – Frl. Elfriede, Clavierlehrerin, Wandsbeckerchaussee 1, ☒ 23: [826, 802, 1128, 830]
directory-entry: ⊙ C. H. Meyer & Co., IR, Thee en gros, BCto: Nordd. B., ☎ I, 6057, Cremon 15, ☒ 8, Inh: Carl H. Meyer: [196, 1182, 498, 1225]
directory-entry: – Meyer, Emil, Löwenstr. 38, ☒ 30: [826, 1126, 1019, 1140]
directory-entry: – Ernst, Beamter, Mühlenkamp 5, ☒ 39: [1141, 421, 1363, 435]
directory-entry: – E. W., Arbtr., Ifflandstr. 44 H. 6, ☒ 24: [1141, 1464, 1361, 1478]
directory-entry: – Eduard, Steinsetzer, Bardenweg 9 ☒ 35: [826, 689, 1061, 703]
directory-entry: – C. H., Bankbeamt., Rückertstr. 53, ☒ 23: [196, 1027, 432, 1041]
directory-entry: ⊙ Emil Meyer, Filiale Hamburg, IR, Uniformen, Militaireffecten, Civilgarderobe, ☎ III, 4796, Ernst Merckstrasse 12, ☒ 5: [826, 971, 1128, 1013]
directory-entry: Meyer, Erich, Agentur u. Commiss., ☎ II, 794, Goebenstr. 29, ☒ 30: [1141, 140, 1444, 168]
page-header: [70, 92, 1410, 126]
directory-entry: – E. H. J. H., Kottwitzstr. 20, ☒ 30: [1141, 1211, 1332, 1225]
directory-entry: – E., Arbtr., Altstädterstr. 45, ☒ 1: [826, 210, 1015, 224]
directory-entry: – Frau Doroth., gr. Trampgang 30/31, ☒ 36: [511, 1267, 756, 1281]
directory-entry: – C. H., Arbtr., Ausschläger allee 32, ☒ 27: [196, 1140, 434, 1154]
directory-entry: – Frl. E., Schneiderin, St. G., Langereihe 16, ☒ 5: [826, 252, 1102, 266]
column-2: [505, 140, 820, 1940]
directory-entry: – Emil, Wirthschaft, Hornerlandstr. 122 Wohn: das. 124, ☒ 26: [826, 1352, 1128, 1380]
directory-entry: – Dietrich, Kutscher, Olgastr. 8, ☒ 1: [511, 1084, 714, 1098]
directory-entry: – C. H., Zolldeclarant, BCto: Vereinsb., Hafen-Abth., ☎ I, 9020, Ellerholz, ☒ Wilhelmsburg, Wohn: Hafenstr. 116, ☒ 4: [196, 1070, 498, 1112]
directory-entry: – Emil Johann Heinrich, Beamter, Bezirksvorst. d. Allgem. Armenanst., Sprechst: 7½–8 Uhr Abends, BCto: Volksb., Malzweg 13, ☒ 25: [1141, 1239, 1444, 1281]
plastic-covered-document-label: [0, 690, 78, 1250]
directory-entry: – Ernst, Milchhdlg., Hasselbrookstr. 148: [1141, 252, 1370, 266]
directory-entry: – E., Logirhaus, ☎ Ia, 1169, Niedernstrasse 113/114, ☒ 1: [511, 1478, 813, 1506]
directory-entry: – Ernst, Maschinist, Süderstr. 25, ☒ 15: [1141, 323, 1362, 337]
directory-entry: ⊙ Carl Georg Meyer, IR, Wein sowie Im- u. Export-Vertretung, BCto: Deutsche B. Fil. Hbg., Bst: zw. Pf. 16b u. 17b, ☎ V, 8735, Alsterdamm 16/19, ☒ 1: [196, 971, 498, 1027]
directory-entry: – Wwe, Elise, Süderquaistr. 4, ☒ 15: [826, 929, 1027, 943]
directory-entry: – C. F., Schauerm., Banksstr. 164, ☒ 1: [196, 478, 411, 492]
directory-entry: – Ernst, Schlosser, Fuhlsbüttelerstr. 168: [1141, 689, 1369, 703]
directory-entry: – Eugen, Tischler, Schellingstr. 80, H. 3: [1141, 830, 1365, 844]
directory-entry: – Frau Erna, Arbtrin., Schulgang 5, ☒ 22: [1141, 238, 1373, 252]
directory-entry: – Wwe, E., Masseurin, Berlinerthor 16: [826, 421, 1044, 435]
directory-entry: – Wwe, Dora, Grindelallee 45, ☒ 13: [511, 1182, 713, 1196]
directory-entry: ⊙ Edmund Meyer, IR, Agentur in Lacken, Schmilinskystr. 39, ☒ 5: [826, 506, 1128, 534]
directory-entry: – Meyer, C. F. Theod., Glasermstr. BCto: Volksb., ☎ Ia, 810, Steintweite 20, ☒ 11: [196, 886, 498, 915]
directory-entry: – Wwe, E., Humboldtstr. 66, H. 1, ☒ 21: [826, 351, 1048, 365]
directory-entry: – Ernst, Wagenführer, Tribünenweg 3: [1141, 520, 1354, 534]
directory-entry: – Ernst, Bäcker, Wandsbeckerchaussee 154, H. 4, ☒ 23: [1141, 605, 1444, 633]
directory-entry: ⊙ Emil Carl Meyer, IR, Bananenmehl, BCto: C.- u. D.-B., ☎ Ia, 1945, Kajen 41, ☒ 11: [1141, 929, 1444, 957]
directory-entry: ⊙ E. Meyer, IR, Bijouteriewaaren-Fabrikation, BCto: Deutsche B. Fil. Hbg., ant. Felix A. Meyer, Bst: v. Pf. 22, S.c., T-Adr: Felixam, ☎ I, 3578, Alterwall 30, ☒ 11, Inh: F. A. F. Meyer: [511, 1394, 813, 1450]
directory-entry: – Dietrich, pens. Beamt., Beethovenstrasse 14, ☒ 21: [511, 1098, 808, 1112]
directory-entry: – Wwe, E., Raboisen 39, H. 4, ☒ 1: [826, 365, 1018, 379]
directory-entry: – Edwin, Cig.-Arbtr., Methfesselstr. 71: [826, 788, 1043, 802]
directory-entry: – Ed., Arbtr., Lohkoppelstr. 35, ☒ 22: [826, 492, 1032, 506]
column-1: [190, 140, 505, 1940]
